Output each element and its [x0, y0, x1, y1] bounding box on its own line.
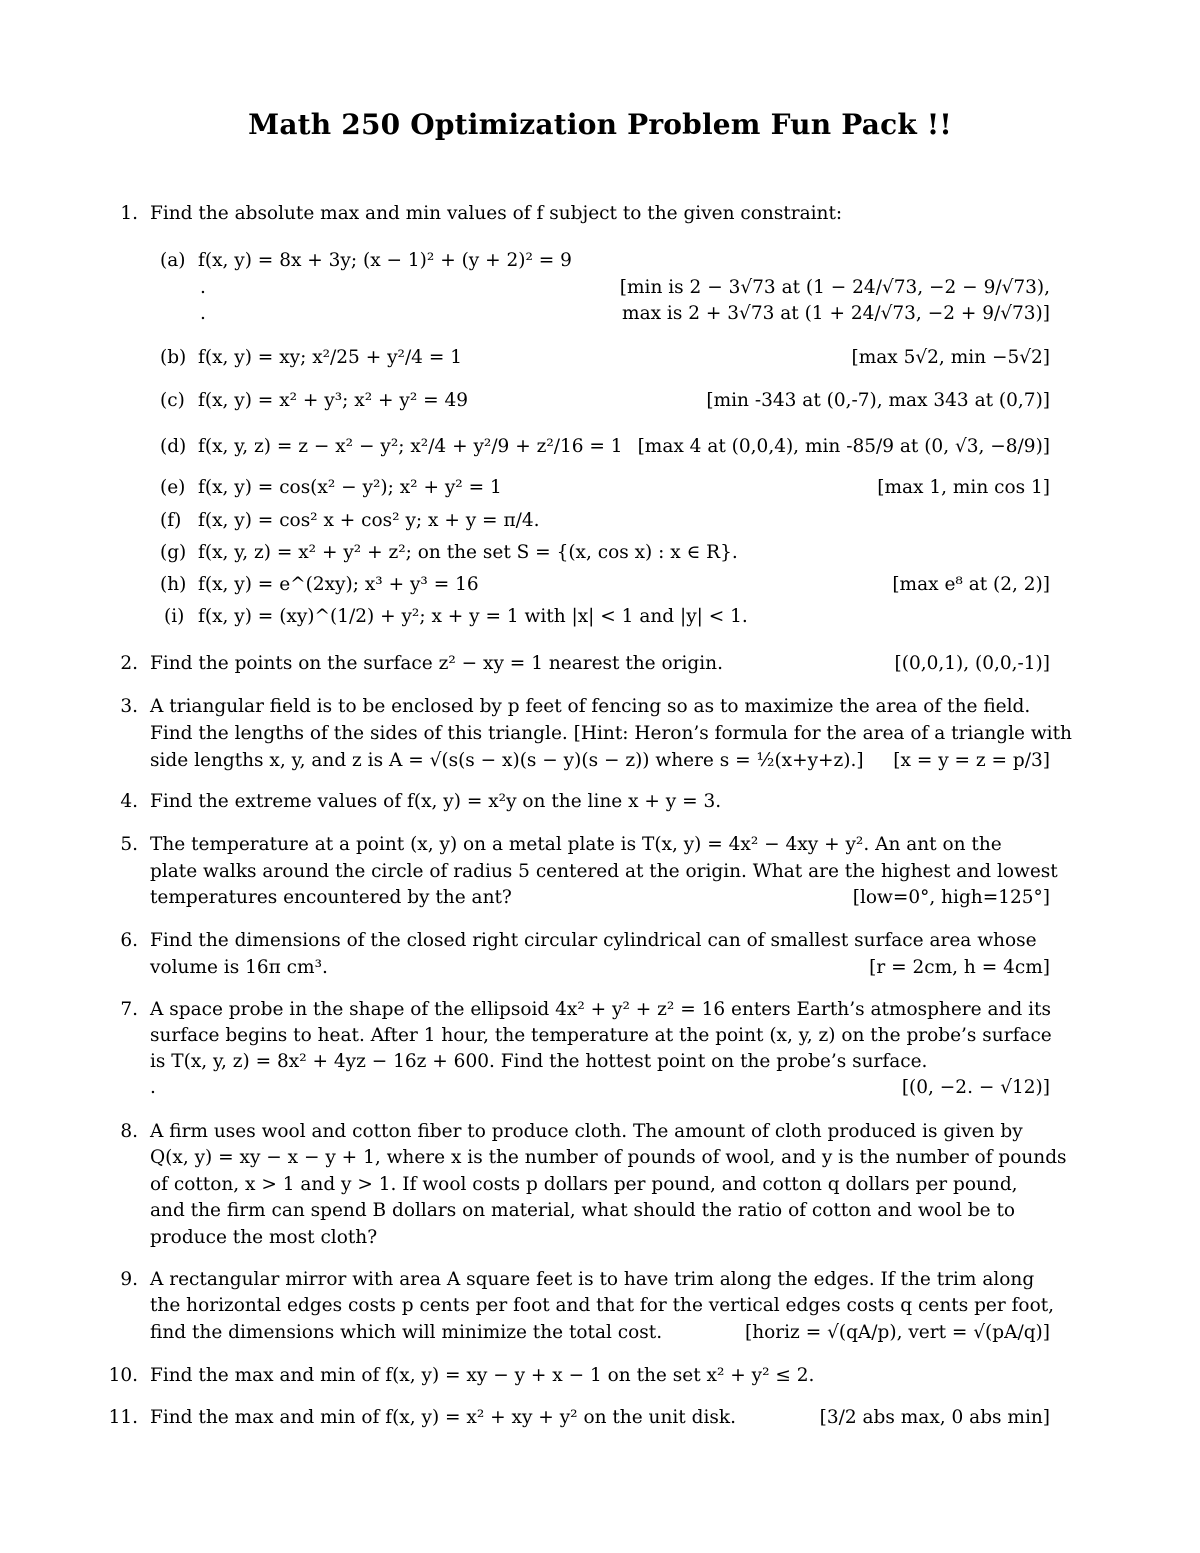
problem-number: 1.	[120, 203, 138, 224]
problem-text: the horizontal edges costs p cents per foot and that for the vertical edges costs q cents per foot,	[150, 1295, 1055, 1316]
part-label: (d)	[160, 436, 187, 457]
problem-number: 2.	[120, 653, 138, 674]
part-text: f(x, y) = 8x + 3y; (x − 1)² + (y + 2)² = 9	[198, 250, 572, 271]
problem-text: and the firm can spend B dollars on material, what should the ratio of cotton and wool be to	[150, 1200, 1016, 1221]
page-title: Math 250 Optimization Problem Fun Pack !!	[248, 108, 952, 141]
problem-text: A firm uses wool and cotton fiber to produce cloth. The amount of cloth produced is given by	[150, 1121, 1023, 1142]
problem-text: Find the max and min of f(x, y) = x² + xy + y² on the unit disk.	[150, 1407, 736, 1428]
problem-answer: [(0, −2. − √12)]	[901, 1077, 1050, 1098]
part-answer: [max 5√2, min −5√2]	[851, 347, 1050, 368]
problem-number: 10.	[108, 1365, 138, 1386]
part-answer: [max 1, min cos 1]	[877, 477, 1050, 498]
problem-number: 7.	[120, 999, 138, 1020]
part-label: (f)	[160, 510, 182, 531]
problem-answer: [3/2 abs max, 0 abs min]	[819, 1407, 1050, 1428]
problem-text: Find the max and min of f(x, y) = xy − y + x − 1 on the set x² + y² ≤ 2.	[150, 1365, 815, 1386]
part-label: (a)	[160, 250, 186, 271]
problem-text: find the dimensions which will minimize the total cost.	[150, 1322, 663, 1343]
part-label: (b)	[160, 347, 187, 368]
problem-text: of cotton, x > 1 and y > 1. If wool costs p dollars per pound, and cotton q dollars per pound,	[150, 1174, 1018, 1195]
problem-number: 11.	[108, 1407, 138, 1428]
part-label: (g)	[160, 542, 187, 563]
part-label: (c)	[160, 390, 185, 411]
problem-text: A space probe in the shape of the ellipsoid 4x² + y² + z² = 16 enters Earth’s atmosphere and its	[150, 999, 1051, 1020]
problem-number: 6.	[120, 930, 138, 951]
problem-number: 5.	[120, 834, 138, 855]
part-text: f(x, y) = x² + y³; x² + y² = 49	[198, 390, 469, 411]
part-label: (i)	[164, 606, 185, 627]
part-text: f(x, y) = cos(x² − y²); x² + y² = 1	[198, 477, 502, 498]
dot-marker: .	[150, 1077, 156, 1098]
problem-number: 3.	[120, 696, 138, 717]
part-text: f(x, y, z) = x² + y² + z²; on the set S = {(x, cos x) : x ∈ R}.	[198, 542, 738, 563]
part-answer: [min -343 at (0,-7), max 343 at (0,7)]	[706, 390, 1050, 411]
problem-answer: [horiz = √(qA/p), vert = √(pA/q)]	[745, 1322, 1050, 1343]
problem-answer: [r = 2cm, h = 4cm]	[869, 957, 1050, 978]
part-text: f(x, y) = cos² x + cos² y; x + y = π/4.	[198, 510, 540, 531]
problem-number: 4.	[120, 791, 138, 812]
problem-answer: [x = y = z = p/3]	[893, 750, 1050, 771]
problem-answer: [(0,0,1), (0,0,-1)]	[894, 653, 1050, 674]
problem-text: Find the extreme values of f(x, y) = x²y on the line x + y = 3.	[150, 791, 722, 812]
problem-text: Find the points on the surface z² − xy = 1 nearest the origin.	[150, 653, 723, 674]
problem-text: temperatures encountered by the ant?	[150, 887, 512, 908]
problem-text: Q(x, y) = xy − x − y + 1, where x is the number of pounds of wool, and y is the number of pounds	[150, 1147, 1067, 1168]
problem-text: produce the most cloth?	[150, 1227, 378, 1248]
problem-text: The temperature at a point (x, y) on a metal plate is T(x, y) = 4x² − 4xy + y². An ant on the	[150, 834, 1002, 855]
part-label: (h)	[160, 574, 187, 595]
problem-text: A triangular field is to be enclosed by p feet of fencing so as to maximize the area of the field.	[150, 696, 1031, 717]
part-label: (e)	[160, 477, 186, 498]
part-answer: [min is 2 − 3√73 at (1 − 24/√73, −2 − 9/√73),	[619, 277, 1050, 298]
part-answer: [max e⁸ at (2, 2)]	[892, 574, 1050, 595]
dot-marker: .	[200, 277, 206, 298]
part-text: f(x, y) = e^(2xy); x³ + y³ = 16	[198, 574, 479, 595]
part-answer: max is 2 + 3√73 at (1 + 24/√73, −2 + 9/√73)]	[622, 303, 1050, 324]
problem-number: 9.	[120, 1269, 138, 1290]
part-text: f(x, y) = xy; x²/25 + y²/4 = 1	[198, 347, 462, 368]
problem-text: is T(x, y, z) = 8x² + 4yz − 16z + 600. Find the hottest point on the probe’s surface.	[150, 1051, 928, 1072]
problem-answer: [low=0°, high=125°]	[852, 887, 1050, 908]
problem-text: plate walks around the circle of radius 5 centered at the origin. What are the highest and lowest	[150, 861, 1058, 882]
problem-text: Find the dimensions of the closed right circular cylindrical can of smallest surface area whose	[150, 930, 1037, 951]
part-answer: [max 4 at (0,0,4), min -85/9 at (0, √3, −8/9)]	[637, 436, 1050, 457]
part-text: f(x, y) = (xy)^(1/2) + y²; x + y = 1 with |x| < 1 and |y| < 1.	[198, 606, 748, 627]
problem-text: side lengths x, y, and z is A = √(s(s − x)(s − y)(s − z)) where s = ½(x+y+z).]	[150, 750, 864, 771]
problem-text: volume is 16π cm³.	[150, 957, 328, 978]
problem-text: Find the absolute max and min values of f subject to the given constraint:	[150, 203, 843, 224]
problem-text: A rectangular mirror with area A square feet is to have trim along the edges. If the trim along	[150, 1269, 1035, 1290]
problem-text: surface begins to heat. After 1 hour, the temperature at the point (x, y, z) on the probe’s surface	[150, 1025, 1052, 1046]
problem-number: 8.	[120, 1121, 138, 1142]
part-text: f(x, y, z) = z − x² − y²; x²/4 + y²/9 + z²/16 = 1	[198, 436, 623, 457]
problem-text: Find the lengths of the sides of this triangle. [Hint: Heron’s formula for the area of a triangle with	[150, 723, 1072, 744]
dot-marker: .	[200, 303, 206, 324]
